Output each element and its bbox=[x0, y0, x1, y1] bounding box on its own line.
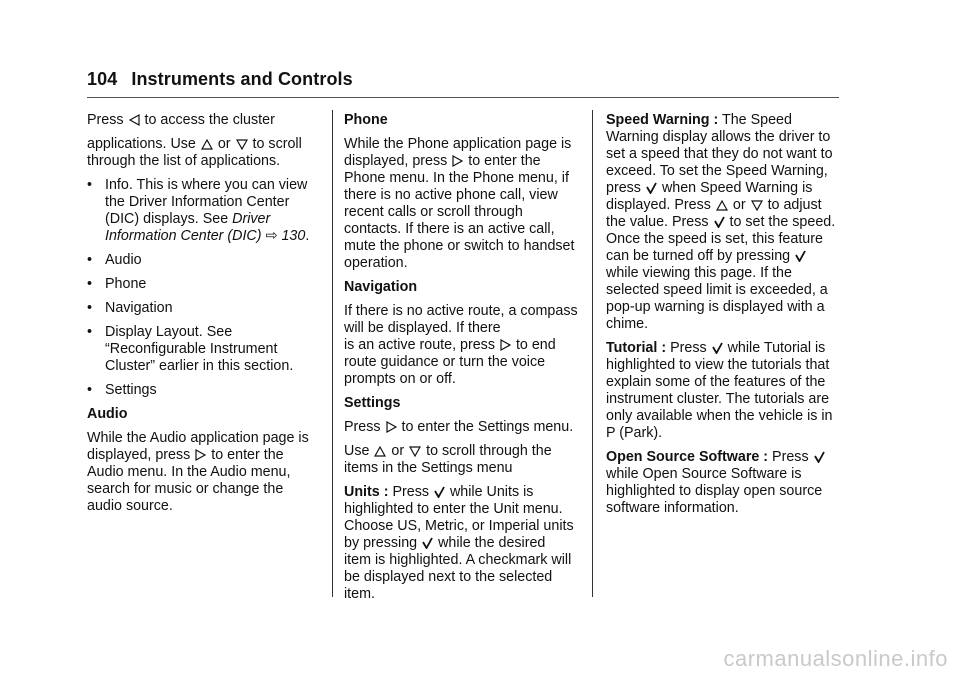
text: to enter the bbox=[468, 153, 541, 169]
bullet: • bbox=[87, 300, 93, 316]
text: highlighted to view the tutorials that explain some of the features of the instrument cluster. The tutorials are only available when the vehicle is in P (Park). bbox=[606, 357, 833, 441]
down-arrow-icon bbox=[751, 200, 763, 211]
column-3 bbox=[606, 112, 842, 524]
term-label: Units : bbox=[344, 484, 389, 500]
text: to end bbox=[515, 337, 556, 353]
text: or bbox=[391, 443, 405, 459]
right-arrow-icon bbox=[195, 449, 206, 461]
bullet: • bbox=[87, 382, 93, 398]
right-arrow-icon bbox=[386, 421, 397, 433]
text: to adjust bbox=[767, 197, 822, 213]
text: While the Phone application page is bbox=[344, 136, 572, 152]
paragraph bbox=[344, 136, 582, 272]
text: while Open Source Software is highlighted to display open source software information. bbox=[606, 466, 823, 516]
text: route guidance or turn the voice prompts on or off. bbox=[344, 354, 546, 387]
paragraph bbox=[344, 484, 582, 603]
down-arrow-icon bbox=[236, 139, 248, 150]
text: or bbox=[217, 136, 231, 152]
text: applications. Use bbox=[87, 136, 196, 152]
section-heading: Phone bbox=[344, 112, 388, 128]
text: Settings bbox=[105, 382, 157, 398]
checkmark-icon bbox=[422, 537, 433, 549]
checkmark-icon bbox=[434, 486, 445, 498]
text: The Speed Warning display allows the driver to set a speed that they do not want to exceed. To set the Speed Warning, bbox=[606, 112, 833, 179]
text: to enter the Settings menu. bbox=[401, 419, 574, 435]
paragraph bbox=[87, 430, 319, 515]
list-item bbox=[87, 382, 319, 399]
checkmark-icon bbox=[712, 342, 723, 354]
watermark: carmanualsonline.info bbox=[723, 646, 948, 671]
text: by pressing bbox=[344, 535, 418, 551]
cross-reference-link[interactable]: Driver Information Center (DIC) bbox=[105, 211, 271, 244]
checkmark-icon bbox=[814, 451, 825, 463]
text: can be turned off by pressing bbox=[606, 248, 791, 264]
text: item is highlighted. A checkmark will be displayed next to the selected item. bbox=[344, 552, 572, 602]
up-arrow-icon bbox=[374, 446, 386, 457]
section-heading: Navigation bbox=[344, 279, 418, 295]
text: Phone bbox=[105, 276, 147, 292]
list-item bbox=[87, 276, 319, 293]
checkmark-icon bbox=[795, 250, 806, 262]
paragraph bbox=[606, 340, 842, 442]
text: displayed. Press bbox=[606, 197, 711, 213]
text: press bbox=[606, 180, 641, 196]
text: While the Audio application page is bbox=[87, 430, 309, 446]
text: Press bbox=[344, 419, 381, 435]
paragraph bbox=[606, 112, 842, 333]
text: displayed, press bbox=[87, 447, 191, 463]
text: If there is no active route, a compass will be displayed. If there bbox=[344, 303, 578, 336]
page-header bbox=[87, 69, 353, 90]
term-label: Tutorial : bbox=[606, 340, 667, 356]
text: the value. Press bbox=[606, 214, 709, 230]
text: while Tutorial is bbox=[727, 340, 826, 356]
page-title: Instruments and Controls bbox=[131, 69, 353, 89]
text: highlighted to enter the Unit menu. Choose US, Metric, or Imperial units bbox=[344, 501, 574, 534]
term-label: Speed Warning : bbox=[606, 112, 719, 128]
text: Phone menu. In the Phone menu, if there is no active phone call, view recent calls or scroll through contacts. If there is an active call, mute the phone or switch to handset operation. bbox=[344, 170, 575, 271]
text: while Units is bbox=[449, 484, 534, 500]
text: Once the speed is set, this feature bbox=[606, 231, 823, 247]
up-arrow-icon bbox=[716, 200, 728, 211]
term-label: Open Source Software : bbox=[606, 449, 769, 465]
text: . bbox=[305, 228, 310, 244]
page-reference[interactable]: 130 bbox=[281, 228, 306, 244]
text: while viewing this page. If the selected speed limit is exceeded, a pop-up warning is displayed with a chime. bbox=[606, 265, 828, 332]
column-2 bbox=[344, 112, 582, 610]
text: Press bbox=[670, 340, 707, 356]
text: when Speed Warning is bbox=[661, 180, 813, 196]
text: Display Layout. See “Reconfigurable Instrument Cluster” earlier in this section. bbox=[105, 324, 294, 374]
header-rule bbox=[87, 97, 839, 98]
text: Audio bbox=[105, 252, 142, 268]
text: is an active route, press bbox=[344, 337, 495, 353]
text: Press bbox=[87, 112, 124, 128]
section-heading: Settings bbox=[344, 395, 401, 411]
text: to scroll bbox=[252, 136, 302, 152]
text: Use bbox=[344, 443, 370, 459]
list-item bbox=[87, 252, 319, 269]
paragraph bbox=[606, 449, 842, 517]
bullet: • bbox=[87, 252, 93, 268]
text: to set the speed. bbox=[729, 214, 836, 230]
text: Press bbox=[392, 484, 430, 500]
paragraph bbox=[344, 303, 582, 388]
text: through the list of applications. bbox=[87, 153, 281, 169]
text: to enter the bbox=[211, 447, 284, 463]
text: Audio menu. In the Audio menu, search for music or change the audio source. bbox=[87, 464, 291, 514]
paragraph bbox=[344, 443, 582, 477]
column-divider bbox=[592, 110, 593, 597]
list-item bbox=[87, 177, 319, 245]
text: Info. This is where you can view the Driver Information Center (DIC) displays. See bbox=[105, 177, 308, 227]
text: Navigation bbox=[105, 300, 173, 316]
section-heading: Audio bbox=[87, 406, 128, 422]
list-item bbox=[87, 324, 319, 375]
text: items in the Settings menu bbox=[344, 460, 513, 476]
bullet: • bbox=[87, 177, 93, 193]
text: Press bbox=[772, 449, 809, 465]
text: while the desired bbox=[438, 535, 546, 551]
page-reference-arrow-icon: ⇨ bbox=[265, 228, 278, 244]
text: to access the cluster bbox=[144, 112, 275, 128]
column-1 bbox=[87, 112, 319, 522]
paragraph bbox=[87, 112, 319, 129]
left-arrow-icon bbox=[129, 114, 140, 126]
text: displayed, press bbox=[344, 153, 448, 169]
checkmark-icon bbox=[646, 182, 657, 194]
right-arrow-icon bbox=[452, 155, 463, 167]
right-arrow-icon bbox=[500, 339, 511, 351]
page-number: 104 bbox=[87, 69, 118, 89]
paragraph bbox=[87, 136, 319, 170]
bullet: • bbox=[87, 324, 93, 340]
down-arrow-icon bbox=[409, 446, 421, 457]
checkmark-icon bbox=[714, 216, 725, 228]
paragraph bbox=[344, 419, 582, 436]
list-item bbox=[87, 300, 319, 317]
up-arrow-icon bbox=[201, 139, 213, 150]
column-divider bbox=[332, 110, 333, 597]
text: to scroll through the bbox=[426, 443, 552, 459]
text: or bbox=[732, 197, 746, 213]
bullet: • bbox=[87, 276, 93, 292]
